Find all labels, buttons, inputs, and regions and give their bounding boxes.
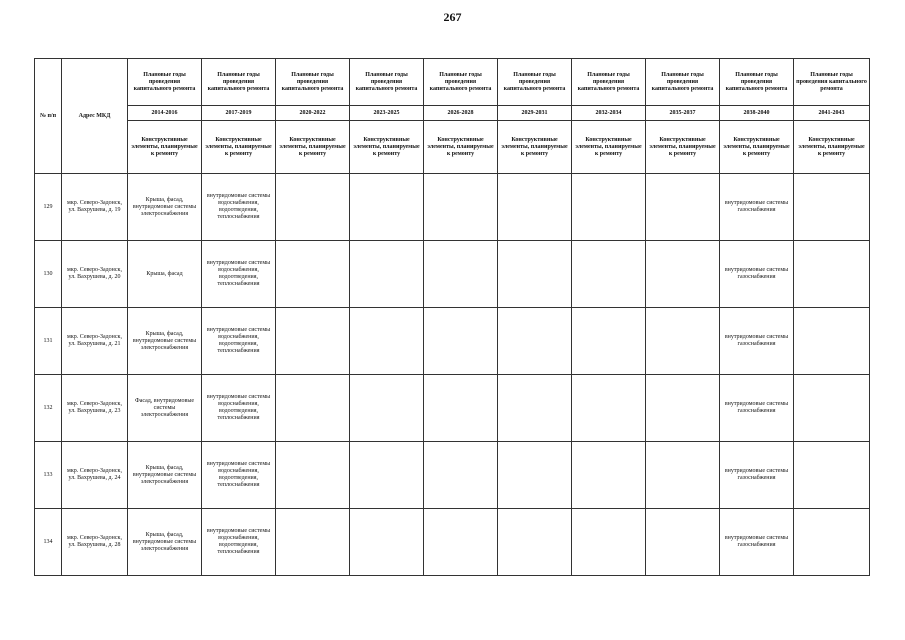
period-cell [276,241,350,308]
period-cell [498,241,572,308]
period-header: 2038-2040 [720,106,794,121]
period-cell [498,509,572,576]
elements-header: Конструктивные элементы, планируемые к ремонту [276,121,350,174]
period-cell [572,174,646,241]
period-cell [498,375,572,442]
header-row-periods [35,106,870,121]
period-cell [276,375,350,442]
row-address: мкр. Северо-Задонск, ул. Вахрушева, д. 24 [62,442,128,509]
row-number: 133 [35,442,62,509]
period-cell [350,174,424,241]
period-cell: внутридомовые системы газоснабжения [720,308,794,375]
elements-header: Конструктивные элементы, планируемые к ремонту [572,121,646,174]
period-cell: внутридомовые системы водоснабжения, водоотведения, теплоснабжения [202,442,276,509]
period-cell [794,375,870,442]
table-row [35,375,870,442]
period-cell: внутридомовые системы газоснабжения [720,375,794,442]
period-cell [646,241,720,308]
period-cell: Фасад, внутридомовые системы электроснабжения [128,375,202,442]
period-cell [350,509,424,576]
elements-header: Конструктивные элементы, планируемые к ремонту [646,121,720,174]
period-cell [794,174,870,241]
plan-years-header: Плановые годы проведения капитального ремонта [498,59,572,106]
elements-header: Конструктивные элементы, планируемые к ремонту [794,121,870,174]
period-cell: Крыша, фасад, внутридомовые системы электроснабжения [128,442,202,509]
plan-years-header: Плановые годы проведения капитального ремонта [128,59,202,106]
period-cell [646,509,720,576]
period-cell [276,442,350,509]
plan-years-header: Плановые годы проведения капитального ремонта [572,59,646,106]
plan-years-header: Плановые годы проведения капитального ремонта [276,59,350,106]
row-number: 132 [35,375,62,442]
period-cell: Крыша, фасад, внутридомовые системы электроснабжения [128,308,202,375]
period-header: 2017-2019 [202,106,276,121]
period-cell: внутридомовые системы газоснабжения [720,241,794,308]
period-cell [646,308,720,375]
capital-repair-plan-table [34,58,870,576]
period-cell [276,308,350,375]
period-cell: внутридомовые системы газоснабжения [720,509,794,576]
period-header: 2020-2022 [276,106,350,121]
period-cell [276,174,350,241]
period-cell [424,241,498,308]
period-cell [794,509,870,576]
elements-header: Конструктивные элементы, планируемые к ремонту [424,121,498,174]
period-cell [646,174,720,241]
period-cell [350,442,424,509]
period-cell [424,375,498,442]
address-header: Адрес МКД [62,59,128,174]
period-cell [350,241,424,308]
period-cell: Крыша, фасад, внутридомовые системы электроснабжения [128,509,202,576]
period-cell [350,375,424,442]
row-address: мкр. Северо-Задонск, ул. Вахрушева, д. 23 [62,375,128,442]
plan-years-header: Плановые годы проведения капитального ремонта [720,59,794,106]
period-cell [424,509,498,576]
period-cell [646,375,720,442]
period-header: 2026-2028 [424,106,498,121]
row-number: 131 [35,308,62,375]
period-cell [572,509,646,576]
table-row [35,442,870,509]
row-address: мкр. Северо-Задонск, ул. Вахрушева, д. 21 [62,308,128,375]
period-cell: Крыша, фасад [128,241,202,308]
plan-years-header: Плановые годы проведения капитального ремонта [424,59,498,106]
period-cell: внутридомовые системы газоснабжения [720,174,794,241]
period-cell: внутридомовые системы водоснабжения, водоотведения, теплоснабжения [202,174,276,241]
period-cell [350,308,424,375]
period-cell: Крыша, фасад, внутридомовые системы электроснабжения [128,174,202,241]
period-header: 2029-2031 [498,106,572,121]
page-number: 267 [443,10,462,24]
table-row [35,241,870,308]
period-cell [646,442,720,509]
row-number: 134 [35,509,62,576]
period-header: 2035-2037 [646,106,720,121]
plan-years-header: Плановые годы проведения капитального ремонта [202,59,276,106]
elements-header: Конструктивные элементы, планируемые к ремонту [350,121,424,174]
row-number: 129 [35,174,62,241]
row-address: мкр. Северо-Задонск, ул. Вахрушева, д. 19 [62,174,128,241]
period-cell: внутридомовые системы водоснабжения, водоотведения, теплоснабжения [202,375,276,442]
period-cell [794,241,870,308]
period-cell [572,442,646,509]
period-cell [794,442,870,509]
elements-header: Конструктивные элементы, планируемые к ремонту [720,121,794,174]
elements-header: Конструктивные элементы, планируемые к ремонту [498,121,572,174]
period-cell: внутридомовые системы газоснабжения [720,442,794,509]
row-number: 130 [35,241,62,308]
table-row [35,308,870,375]
elements-header: Конструктивные элементы, планируемые к ремонту [128,121,202,174]
period-cell [572,375,646,442]
period-header: 2023-2025 [350,106,424,121]
plan-years-header: Плановые годы проведения капитального ремонта [794,59,870,106]
table-row [35,509,870,576]
elements-header: Конструктивные элементы, планируемые к ремонту [202,121,276,174]
period-cell [572,241,646,308]
period-header: 2014-2016 [128,106,202,121]
row-address: мкр. Северо-Задонск, ул. Вахрушева, д. 20 [62,241,128,308]
period-cell [572,308,646,375]
plan-years-header: Плановые годы проведения капитального ремонта [350,59,424,106]
period-cell: внутридомовые системы водоснабжения, водоотведения, теплоснабжения [202,308,276,375]
number-header: № п/п [35,59,62,174]
row-address: мкр. Северо-Задонск, ул. Вахрушева, д. 28 [62,509,128,576]
period-cell: внутридомовые системы водоснабжения, водоотведения, теплоснабжения [202,241,276,308]
period-cell [498,308,572,375]
period-header: 2032-2034 [572,106,646,121]
table-row [35,174,870,241]
period-cell [276,509,350,576]
period-cell [498,442,572,509]
period-header: 2041-2043 [794,106,870,121]
header-row-titles [35,59,870,106]
plan-years-header: Плановые годы проведения капитального ремонта [646,59,720,106]
header-row-elements [35,121,870,174]
period-cell [424,442,498,509]
period-cell [498,174,572,241]
period-cell [794,308,870,375]
period-cell [424,174,498,241]
period-cell: внутридомовые системы водоснабжения, водоотведения, теплоснабжения [202,509,276,576]
period-cell [424,308,498,375]
